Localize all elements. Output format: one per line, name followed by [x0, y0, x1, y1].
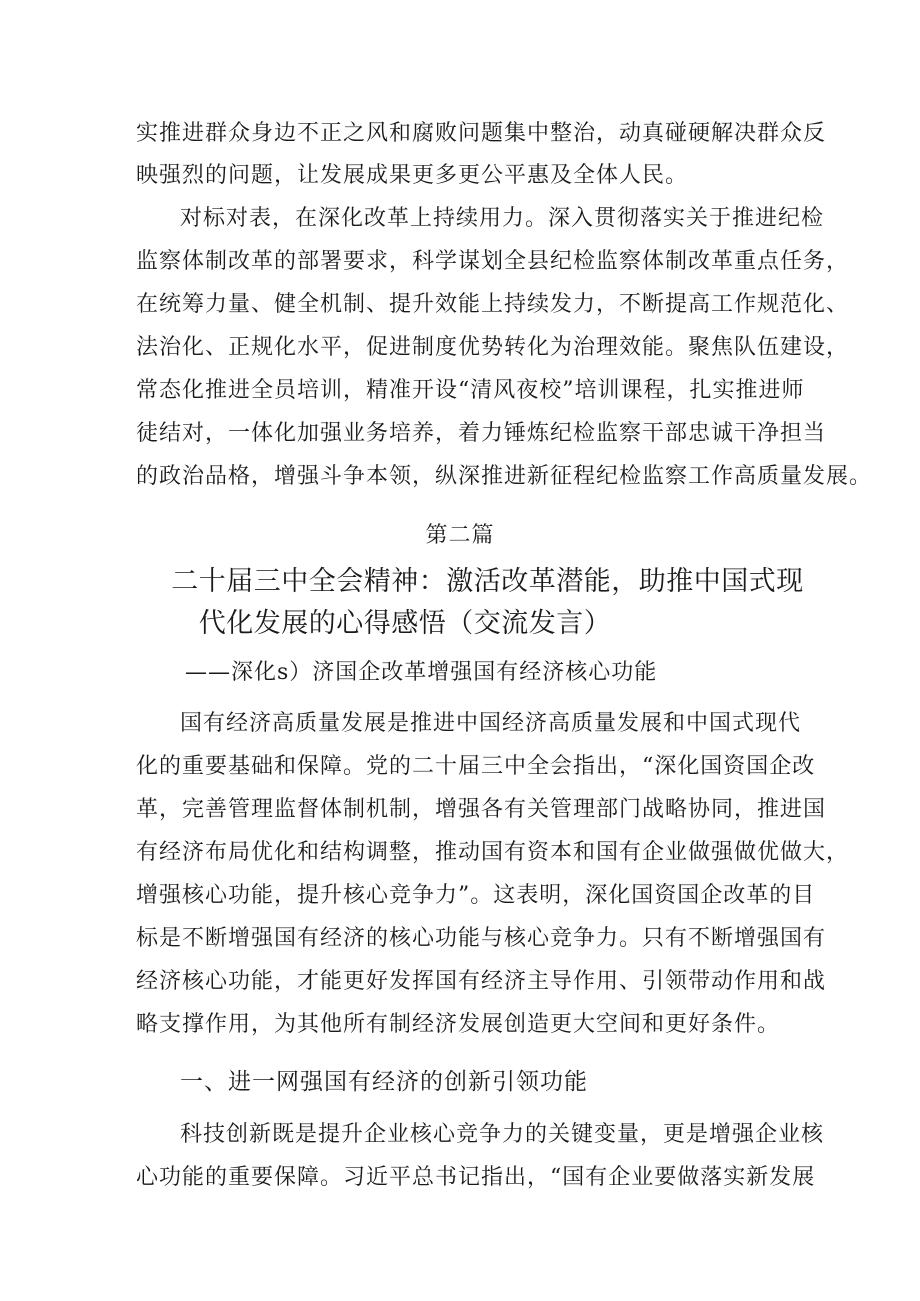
body-line: 科技创新既是提升企业核心竞争力的关键变量，更是增强企业核 — [180, 1122, 825, 1147]
body-line: 心功能的重要保障。习近平总书记指出，“国有企业要做落实新发展 — [136, 1165, 816, 1190]
body-line: 国有经济高质量发展是推进中国经济高质量发展和中国式现代 — [180, 711, 802, 736]
body-line: 革，完善管理监督体制机制，增强各有关管理部门战略协同，推进国 — [136, 797, 827, 822]
body-line: 在统筹力量、健全机制、提升效能上持续发力，不断提高工作规范化、 — [136, 292, 850, 317]
body-line: 监察体制改革的部署要求，科学谋划全县纪检监察体制改革重点任务， — [136, 249, 850, 274]
body-line: 有经济布局优化和结构调整，推动国有资本和国有企业做强做优做大， — [136, 840, 850, 865]
body-line: 增强核心功能，提升核心竞争力”。这表明，深化国资国企改革的目 — [136, 883, 816, 908]
section-heading: 一、进一网强国有经济的创新引领功能 — [180, 1069, 588, 1095]
body-line: 经济核心功能，才能更好发挥国有经济主导作用、引领带动作用和战 — [136, 969, 827, 994]
body-line: 徒结对，一体化加强业务培养，着力锤炼纪检监察干部忠诚干净担当 — [136, 421, 827, 446]
article-subtitle: ——深化s）济国企改革增强国有经济核心功能 — [185, 660, 658, 685]
body-line: 对标对表，在深化改革上持续用力。深入贯彻落实关于推进纪检 — [180, 206, 825, 231]
body-line: 常态化推进全员培训，精准开设“清风夜校”培训课程，扎实推进师 — [136, 378, 805, 403]
body-line: 法治化、正规化水平，促进制度优势转化为治理效能。聚焦队伍建设， — [136, 335, 850, 360]
article-title: 代化发展的心得感悟（交流发言） — [198, 608, 612, 639]
body-line: 实推进群众身边不正之风和腐败问题集中整治，动真碰硬解决群众反 — [136, 121, 827, 146]
part-label: 第二篇 — [425, 523, 495, 548]
article-title: 二十届三中全会精神：激活改革潜能，助推中国式现 — [171, 566, 804, 597]
body-line: 略支撑作用，为其他所有制经济发展创造更大空间和更好条件。 — [136, 1012, 781, 1037]
body-line: 标是不断增强国有经济的核心功能与核心竞争力。只有不断增强国有 — [136, 926, 827, 951]
body-line: 化的重要基础和保障。党的二十届三中全会指出，“深化国资国企改 — [136, 754, 816, 779]
body-line: 映强烈的问题，让发展成果更多更公平惠及全体人民。 — [136, 163, 689, 188]
body-line: 的政治品格，增强斗争本领，纵深推进新征程纪检监察工作高质量发展。 — [136, 464, 873, 489]
